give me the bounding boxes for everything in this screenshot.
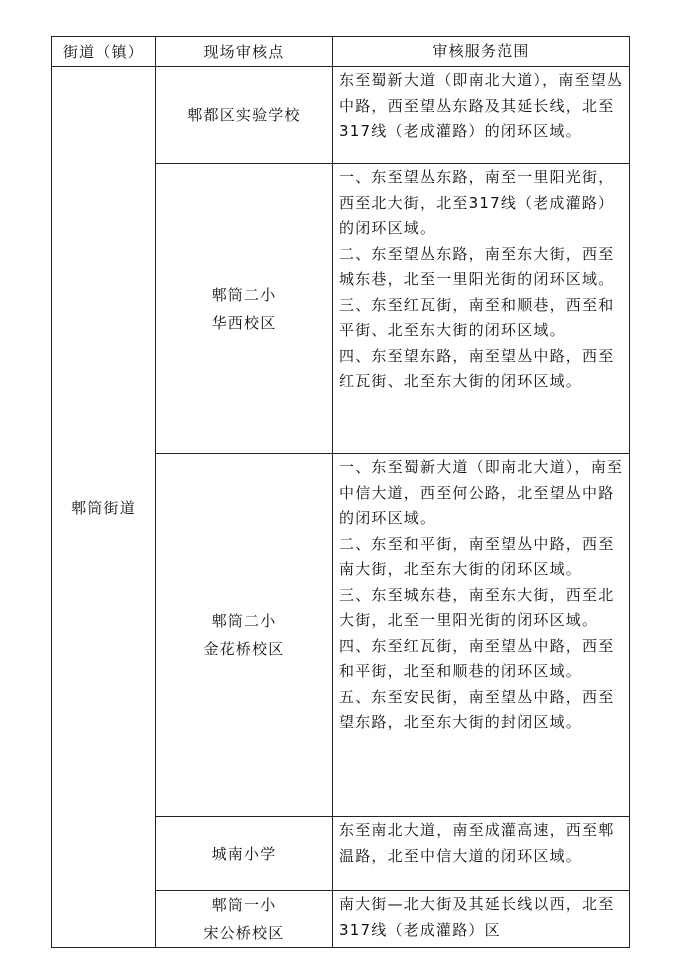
- street-name-cell: 郫筒街道: [52, 67, 156, 948]
- header-street: 街道（镇）: [52, 37, 156, 67]
- site-cell: [156, 164, 333, 454]
- scope-text: 南大街—北大街及其延长线以西，北至317线（老成灌路）区: [339, 895, 615, 939]
- site-name: 郫都区实验学校: [187, 106, 301, 124]
- scope-text: 东至南北大道，南至成灌高速，西至郫温路，北至中信大道的闭环区域。: [339, 821, 615, 865]
- site-name: 城南小学: [211, 844, 277, 863]
- scope-cell: [333, 67, 630, 164]
- scope-text: 东至蜀新大道（即南北大道），南至望丛中路，西至望丛东路及其延长线，北至317线（老成灌路）的闭环区域。: [339, 71, 624, 140]
- scope-text: 四、东至望东路，南至望丛中路，西至红瓦街、北至东大街的闭环区域。: [339, 346, 615, 390]
- site-name: 郫筒二小: [211, 612, 277, 630]
- scope-text: 一、东至望丛东路，南至一里阳光街，西至北大街，北至317线（老成灌路）的闭环区域。: [339, 168, 615, 237]
- header-site: 现场审核点: [156, 37, 333, 67]
- scope-cell: [333, 891, 630, 948]
- site-name: 宋公桥校区: [203, 924, 285, 942]
- table-row: [52, 67, 630, 164]
- scope-text: 五、东至安民街，南至望丛中路，西至望东路，北至东大街的封闭区域。: [339, 687, 615, 731]
- site-name: 郫筒二小: [211, 285, 277, 304]
- site-name: 郫筒一小: [211, 896, 277, 914]
- site-name: 金花桥校区: [203, 640, 285, 658]
- scope-text: 一、东至蜀新大道（即南北大道），南至中信大道，西至何公路，北至望丛中路的闭环区域。: [339, 458, 624, 527]
- scope-cell: [333, 454, 630, 817]
- scope-text: 三、东至城东巷，南至东大街，西至北大街，北至一里阳光街的闭环区域。: [339, 585, 615, 629]
- scope-text: 二、东至望丛东路，南至东大街，西至城东巷，北至一里阳光街的闭环区域。: [339, 244, 615, 288]
- scope-text: 三、东至红瓦街，南至和顺巷，西至和平街、北至东大街的闭环区域。: [339, 295, 615, 339]
- scope-table: [51, 36, 630, 948]
- site-name: 华西校区: [211, 313, 277, 332]
- site-cell: [156, 67, 333, 164]
- scope-cell: [333, 164, 630, 454]
- scope-cell: [333, 817, 630, 891]
- scope-text: 二、东至和平街，南至望丛中路，西至南大街，北至东大街的闭环区域。: [339, 534, 615, 578]
- site-cell: [156, 817, 333, 891]
- site-cell: [156, 891, 333, 948]
- scope-text: 四、东至红瓦街，南至望丛中路，西至和平街，北至和顺巷的闭环区域。: [339, 636, 615, 680]
- header-scope: 审核服务范围: [333, 37, 630, 67]
- table-header-row: [52, 37, 630, 67]
- site-cell: [156, 454, 333, 817]
